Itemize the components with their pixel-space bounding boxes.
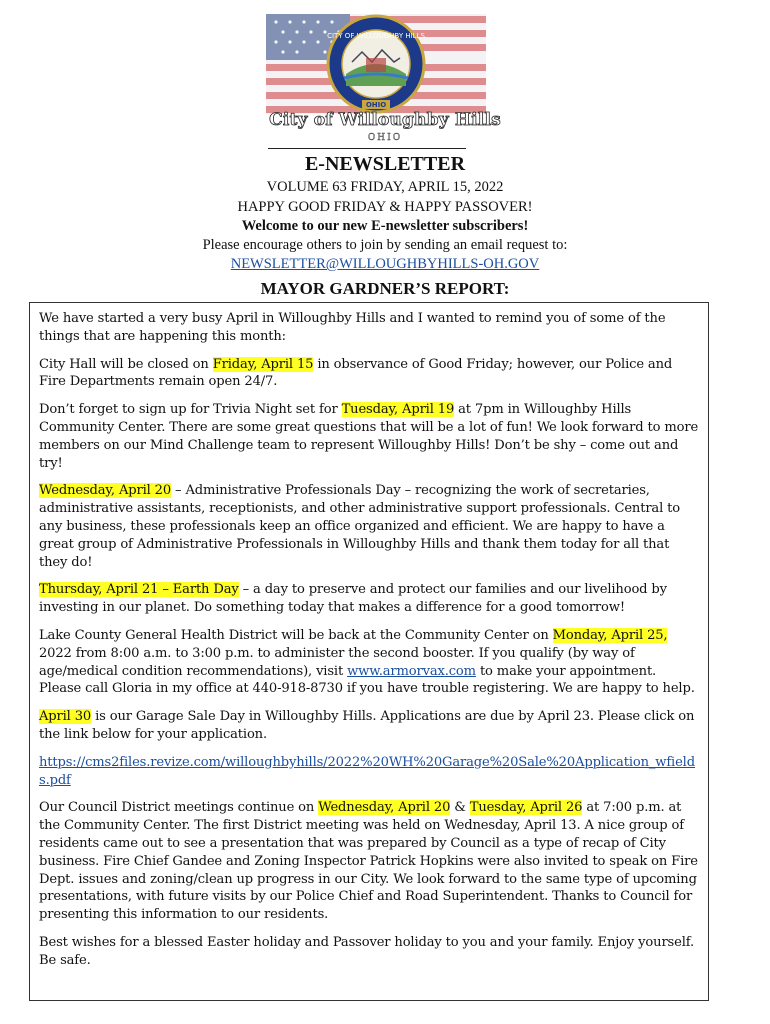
report-paragraph-trivia	[39, 401, 699, 472]
highlight-date: Wednesday, April 20	[39, 483, 172, 499]
city-state-wordmark: OHIO	[367, 133, 403, 143]
report-intro: We have started a very busy April in Willoughby Hills and I wanted to remind you of some of the things that are happening this month:	[39, 311, 666, 344]
report-title: MAYOR GARDNER’S REPORT:	[260, 279, 510, 298]
city-seal-logo	[266, 14, 486, 118]
text: – Administrative Professionals Day – recognizing the work of secretaries, administrative assistants, receptionists, and other administrative support professionals. Central to any business, these professionals keep an office organized and efficient. We are happy to have a great group of Administrative Professionals in Willoughby Hills and thank them today for all that they do!	[39, 483, 680, 570]
report-paragraph-council	[39, 799, 699, 924]
volume-line: VOLUME 63 FRIDAY, APRIL 15, 2022	[266, 179, 504, 195]
highlight-date: Monday, April 25,	[552, 627, 668, 643]
report-paragraph-city-hall	[39, 356, 699, 392]
report-paragraph-closing: Best wishes for a blessed Easter holiday and Passover holiday to you and your family. Enjoy yourself. Be safe.	[39, 934, 694, 968]
highlight-date: April 30	[39, 709, 92, 725]
report-paragraph-admin-day	[39, 482, 699, 571]
text: 2022 from 8:00 a.m. to 3:00 p.m. to administer the second booster. If you qualify (by way of age/medical condition recommendations), visit	[39, 645, 635, 679]
garage-sale-application-link[interactable]: https://cms2files.revize.com/willoughbyhills/2022%20WH%20Garage%20Sale%20Application_wfields.pdf	[39, 754, 695, 788]
text: City Hall will be closed on	[39, 356, 213, 372]
newsletter-email-link[interactable]: NEWSLETTER@WILLOUGHBYHILLS-OH.GOV	[230, 256, 540, 272]
highlight-date: Friday, April 15	[212, 356, 314, 372]
email-line	[0, 256, 770, 273]
text: in observance of Good Friday; however, our Police and Fire Departments remain open 24/7.	[39, 356, 673, 390]
text: – a day to preserve and protect our families and our livelihood by investing in our planet. Do something today that makes a difference for a good tomorrow!	[39, 582, 667, 616]
text: at 7:00 p.m. at the Community Center. The first District meeting was held on Wednesday, April 13. A nice group of residents came out to see a presentation that was prepared by Council as a type of recap of City business. Fire Chief Gandee and Zoning Inspector Patrick Hopkins were also invited to speak on Fire Dept. issues and zoning/clean up progress in our City. We look forward to the same type of upcoming presentations, with future visits by our Police Chief and Road Superintendent. Thanks to Council for presenting this information to our residents.	[39, 800, 698, 923]
report-paragraph-garage-sale	[39, 708, 699, 744]
text: Don’t forget to sign up for Trivia Night set for	[39, 402, 342, 418]
welcome-line: Welcome to our new E-newsletter subscribers!	[241, 218, 529, 234]
text: at 7pm in Willoughby Hills Community Center. There are some great questions that will be a lot of fun! We look forward to more members on our Mind Challenge team to represent Willoughby Hills! Don’t be shy – come out and try!	[39, 402, 699, 471]
text: Our Council District meetings continue on	[39, 800, 319, 816]
text: to make your appointment. Please call Gloria in my office at 440-918-8730 if you have trouble registering. We are happy to help.	[39, 663, 695, 697]
highlight-date: Tuesday, April 26	[469, 800, 583, 816]
seal-text-top: CITY OF WILLOUGHBY HILLS	[327, 32, 425, 40]
report-paragraph-earth-day	[39, 581, 699, 617]
header-divider	[268, 148, 466, 149]
encourage-line: Please encourage others to join by sending an email request to:	[202, 237, 568, 253]
highlight-date: Thursday, April 21 – Earth Day	[39, 582, 239, 598]
text: is our Garage Sale Day in Willoughby Hills. Applications are due by April 23. Please click on the link below for your application.	[39, 709, 695, 742]
newsletter-title: E-NEWSLETTER	[304, 153, 466, 175]
greeting-line: HAPPY GOOD FRIDAY & HAPPY PASSOVER!	[237, 199, 533, 215]
text: Lake County General Health District will be back at the Community Center on	[39, 627, 553, 643]
seal-text-bottom: OHIO	[365, 101, 387, 109]
highlight-date: Tuesday, April 19	[341, 402, 455, 418]
highlight-date: Wednesday, April 20	[318, 800, 451, 816]
text: &	[450, 800, 470, 816]
report-paragraph-booster	[39, 627, 699, 698]
report-body-box	[29, 302, 709, 1001]
armorvax-link[interactable]: www.armorvax.com	[347, 663, 476, 679]
report-paragraph-application-link	[39, 754, 699, 790]
city-name-wordmark: City of Willoughby Hills	[269, 110, 501, 130]
